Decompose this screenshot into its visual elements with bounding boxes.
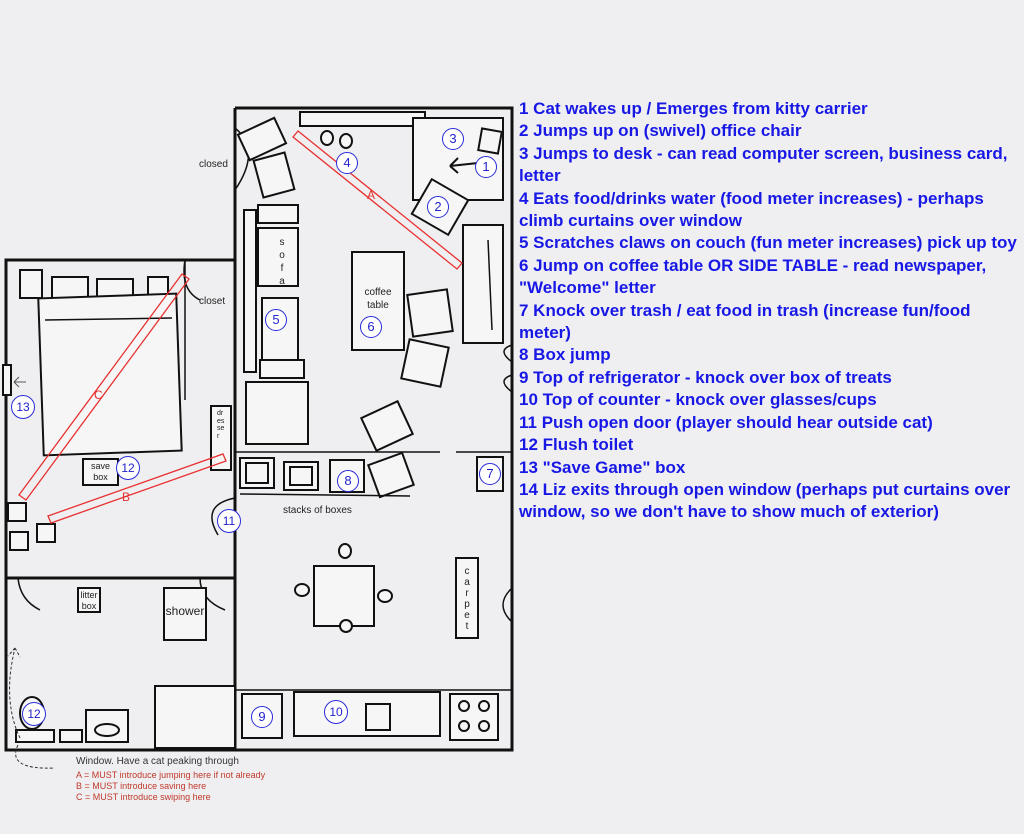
marker-12-bedroom: 12 xyxy=(116,456,140,480)
save-box-label: save box xyxy=(90,461,110,482)
path-letter-a: A xyxy=(367,188,376,202)
marker-2: 2 xyxy=(427,196,449,218)
note-2: 2 Jumps up on (swivel) office chair xyxy=(519,121,802,141)
note-14: 14 Liz exits through open window (perhaps put curtains over window, so we don't have to show much of exterior) xyxy=(519,479,1011,522)
coffee-table-label: coffee table xyxy=(364,287,392,311)
note-7: 7 Knock over trash / eat food in trash (increase fun/food meter) xyxy=(519,300,971,343)
legend-a: A = MUST introduce jumping here if not already xyxy=(76,770,266,780)
note-3: 3 Jumps to desk - can read computer screen, business card, letter xyxy=(519,143,1008,186)
note-8: 8 Box jump xyxy=(519,345,611,365)
marker-11: 11 xyxy=(217,509,241,533)
marker-8: 8 xyxy=(337,470,359,492)
notes-list xyxy=(519,98,1019,524)
window-caption: Window. Have a cat peaking through xyxy=(76,756,239,767)
marker-1: 1 xyxy=(475,156,497,178)
note-10: 10 Top of counter - knock over glasses/cups xyxy=(519,390,877,410)
marker-6: 6 xyxy=(360,316,382,338)
marker-3: 3 xyxy=(442,128,464,150)
marker-12-bathroom: 12 xyxy=(22,702,46,726)
legend-b: B = MUST introduce saving here xyxy=(76,781,207,791)
path-letter-c: C xyxy=(94,388,103,402)
dresser-label: dresser xyxy=(217,410,225,440)
marker-7: 7 xyxy=(479,463,501,485)
note-11: 11 Push open door (player should hear outside cat) xyxy=(519,412,933,432)
note-12: 12 Flush toilet xyxy=(519,435,634,455)
marker-5: 5 xyxy=(265,309,287,331)
shower-label: shower xyxy=(165,604,205,618)
carpet-label: c a r p e t xyxy=(464,566,470,632)
note-13: 13 "Save Game" box xyxy=(519,457,686,477)
note-1: 1 Cat wakes up / Emerges from kitty carrier xyxy=(519,99,868,118)
marker-10: 10 xyxy=(324,700,348,724)
note-5: 5 Scratches claws on couch (fun meter increases) pick up toy xyxy=(519,233,1017,253)
note-9: 9 Top of refrigerator - knock over box of treats xyxy=(519,367,892,387)
path-letter-b: B xyxy=(122,490,131,504)
litter-box-label: litter box xyxy=(80,590,98,611)
marker-13: 13 xyxy=(11,395,35,419)
path-legend xyxy=(76,770,265,803)
sofa-label: s o f a xyxy=(279,237,285,287)
closet-label: closet xyxy=(199,296,226,307)
stacks-of-boxes-label: stacks of boxes xyxy=(283,505,352,516)
marker-4: 4 xyxy=(336,152,358,174)
note-6: 6 Jump on coffee table OR SIDE TABLE - read newspaper, "Welcome" letter xyxy=(519,255,987,298)
note-4: 4 Eats food/drinks water (food meter increases) - perhaps climb curtains over window xyxy=(519,188,984,231)
closed-label: closed xyxy=(199,159,228,170)
marker-9: 9 xyxy=(251,706,273,728)
legend-c: C = MUST introduce swiping here xyxy=(76,792,211,802)
